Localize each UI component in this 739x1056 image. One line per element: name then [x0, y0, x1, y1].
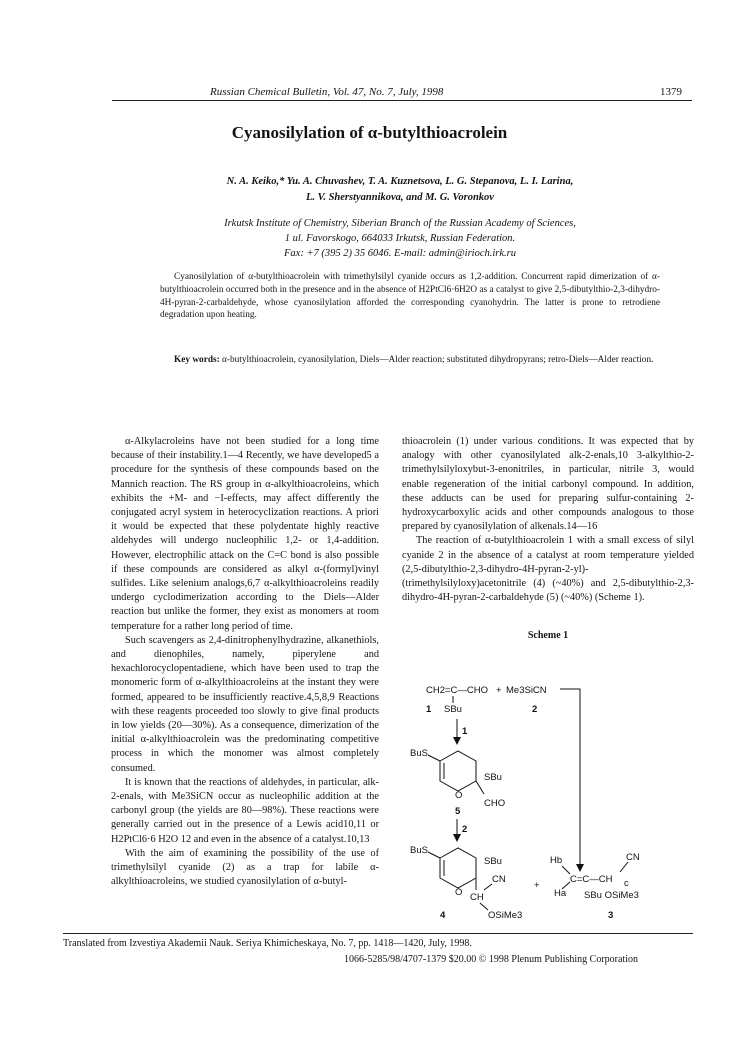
header-rule	[112, 100, 692, 101]
compound-3-substituents: SBu OSiMe3	[584, 890, 639, 901]
compound-4-oxygen: O	[455, 887, 463, 898]
ring-5-cho-bond	[476, 781, 484, 794]
ring-4-cn-bond	[484, 884, 492, 890]
copyright-line: 1066-5285/98/4707-1379 $20.00 © 1998 Plenum Publishing Corporation	[344, 954, 638, 965]
arrow-to-3	[560, 689, 580, 870]
compound-number-4: 4	[440, 910, 446, 920]
compound-4-ch: CH	[470, 892, 484, 903]
compound-number-3: 3	[608, 910, 614, 920]
scheme-diagram	[400, 648, 696, 920]
keywords-label: Key words:	[174, 355, 220, 365]
arrow-step-1-head	[453, 737, 461, 745]
compound-4-sbu: SBu	[484, 856, 502, 867]
compound-3-hb-bond	[562, 866, 570, 874]
abstract	[160, 271, 660, 322]
ring-4	[440, 848, 476, 888]
compound-number-5: 5	[455, 806, 461, 817]
body-paragraph-3: It is known that the reactions of aldehydes, in particular, alk-2-enals, with Me3SiCN occur as nucleophilic addition at the carbonyl group (the yields are 80—98%). These reactions were generally carried out in the presence of a Lewis acid10,11 or H2PtCl6·6 H2O 12 and even in the absence of a catalyst.10,13	[111, 776, 379, 845]
compound-4-osime3: OSiMe3	[488, 910, 523, 920]
compound-3-cn-bond	[620, 862, 628, 872]
step-1-label: 1	[462, 726, 468, 737]
running-header: Russian Chemical Bulletin, Vol. 47, No. 7, July, 1998	[210, 86, 444, 98]
compound-3-cn: CN	[626, 852, 640, 863]
compound-5-sbu: SBu	[484, 772, 502, 783]
compound-3-ha: Ha	[554, 888, 567, 899]
ring-5	[440, 751, 476, 791]
body-paragraph-4: With the aim of examining the possibility of the use of trimethylsilyl cyanide (2) as a trap for labile α-alkylthioacroleins, we studied cyanosilylation of α-butyl-	[111, 847, 379, 888]
right-column	[402, 435, 694, 605]
reactant-1-formula: CH2=C—CHO	[426, 685, 489, 696]
keywords-text: α-butylthioacrolein, cyanosilylation, Diels—Alder reaction; substituted dihydropyrans; retro-Diels—Alder reaction.	[222, 355, 654, 365]
left-column	[111, 435, 379, 890]
plus-sign: +	[496, 685, 502, 696]
compound-3-hb: Hb	[550, 855, 563, 866]
compound-5-cho: CHO	[484, 798, 506, 809]
step-2-label: 2	[462, 824, 468, 835]
arrow-step-2-head	[453, 834, 461, 842]
reactant-2-formula: Me3SiCN	[506, 685, 547, 696]
page-number: 1379	[660, 86, 682, 98]
compound-3-hc: c	[624, 878, 629, 889]
compound-5-bus: BuS	[410, 748, 428, 759]
authors	[130, 174, 670, 206]
footer-rule	[63, 933, 693, 934]
plus-sign-2: +	[534, 880, 540, 891]
keywords	[160, 354, 660, 367]
compound-4-cn: CN	[492, 874, 506, 885]
ring-5-bus-bond	[428, 755, 440, 761]
body-paragraph-1: α-Alkylacroleins have not been studied for a long time because of their instability.1—4 Recently, we have developed5 a procedure for the synthesis of these compounds based on the Mannich reaction. The RS group in α-alkylthioacroleins, which exhibits the +M- and −I-effects, may affect differently the conjugated acryl system in heterocyclization reactions. A priori it would be expected that these polydentate highly reactive aldehydes will undergo nucleophilic 1,2- or 1,4-addition. However, electrophilic attack on the C=C bond is also possible if these compounds are considered as alkyl α-(formyl)vinyl sulfides. Like selenium analogs,6,7 α-alkylthioacroleins readily undergo cyclodimerization according to the Diels—Alder reaction but unlike the former, they exist as monomers at room temperature for a rather long period of time.	[111, 436, 379, 632]
compound-number-1: 1	[426, 704, 432, 715]
body-paragraph-6: The reaction of α-butylthioacrolein 1 with a small excess of silyl cyanide 2 in the absence of a catalyst at room temperature yielded (2,5-dibutylthio-2,3-dihydro-4H-pyran-2-yl)-(trimethylsilyloxy)acetonitrile (4) (~40%) and 2,5-dibutylthio-2,3-dihydro-4H-pyran-2-carbaldehyde (5) (~40%) (Scheme 1).	[402, 535, 694, 604]
compound-4-bus: BuS	[410, 845, 428, 856]
ring-4-bus-bond	[428, 852, 440, 858]
translation-note: Translated from Izvestiya Akademii Nauk. Seriya Khimicheskaya, No. 7, pp. 1418—1420, July, 1998.	[63, 938, 472, 949]
compound-3-core: C=C—CH	[570, 874, 613, 885]
affiliation-line-1: Irkutsk Institute of Chemistry, Siberian Branch of the Russian Academy of Sciences,	[224, 218, 576, 229]
body-paragraph-5: thioacrolein (1) under various conditions. It was expected that by analogy with other cyanosilylated alk-2-enals,10 3-alkylthio-2-trimethylsilyloxybut-3-enonitriles, in particular, nitrile 3, would enable regeneration of the initial carbonyl compound. In addition, these adducts can be used for preparing sulfur-containing 2-hydroxycarboxylic acids and other compounds analogous to those prepared by cyanosilylation of alkenals.14—16	[402, 436, 694, 533]
authors-line-2: L. V. Sherstyannikova, and M. G. Voronkov	[306, 192, 494, 203]
scheme-title: Scheme 1	[527, 630, 569, 641]
reactant-1-substituent: SBu	[444, 704, 462, 715]
abstract-text: Cyanosilylation of α-butylthioacrolein with trimethylsilyl cyanide occurs as 1,2-addition. Concurrent rapid dimerization of α-butylthioacrolein occurred both in the presence and in the absence of H2PtCl6·6H2O as a catalyst to give 2,5-dibutylthio-2,3-dihydro-4H-pyran-2-carbaldehyde, whose cyanosilylation afforded the corresponding cyanohydrin. The latter is prone to retrodiene degradation upon heating.	[160, 272, 660, 321]
authors-line-1: N. A. Keiko,* Yu. A. Chuvashev, T. A. Kuznetsova, L. G. Stepanova, L. I. Larina,	[226, 176, 574, 187]
compound-5-oxygen: O	[455, 790, 463, 801]
arrow-to-3-head	[576, 864, 584, 872]
ring-4-osime3-bond	[480, 903, 488, 910]
affiliation-line-2: 1 ul. Favorskogo, 664033 Irkutsk, Russian Federation.	[284, 233, 516, 244]
body-paragraph-2: Such scavengers as 2,4-dinitrophenylhydrazine, alkanethiols, and dienophiles, namely, piperylene and hexachlorocyclopentadiene, which have been used to trap the monomeric form of α-alkylthioacroleins at the instant they were formed, appeared to be insufficiently reactive.4,5,8,9 Reactions with these reagents proceeded too slowly to give final products in low yields (20—30%). As a consequence, dimerization of the initial α-alkylthioacrolein was the predominating competitive process in which the monomer was almost completely consumed.	[111, 634, 379, 774]
compound-number-2: 2	[532, 704, 538, 715]
affiliation-line-3: Fax: +7 (395 2) 35 6046. E-mail: admin@irioch.irk.ru	[284, 248, 516, 259]
article-title: Cyanosilylation of α-butylthioacrolein	[231, 123, 508, 142]
affiliation	[130, 216, 670, 261]
